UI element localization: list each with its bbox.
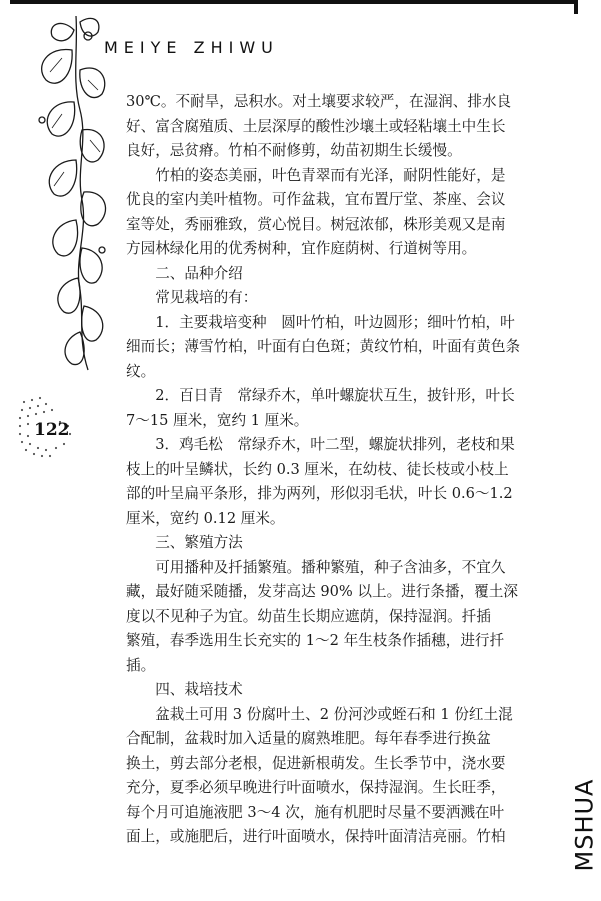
text-line: 充分，夏季必须早晚进行叶面喷水，保持湿润。生长旺季，: [126, 779, 506, 796]
text-line: 好、富含腐殖质、土层深厚的酸性沙壤土或轻粘壤土中生长: [126, 117, 506, 135]
text-line: 1．主要栽培变种 圆叶竹柏，叶边圆形；细叶竹柏，叶: [126, 313, 515, 331]
text-line: 室等处，秀丽雅致，赏心悦目。树冠浓郁，株形美观又是南: [126, 215, 506, 233]
text-line: 可用播种及扦插繁殖。播种繁殖，种子含油多，不宜久: [126, 558, 506, 576]
text-line: 合配制，盆栽时加入适量的腐熟堆肥。每年春季进行换盆: [126, 730, 491, 747]
text-line: 纹。: [126, 362, 156, 380]
watermark: [570, 760, 599, 890]
text-line: 竹柏的姿态美丽，叶色青翠而有光泽，耐阴性能好，是: [126, 166, 506, 184]
watermark-text: MSHUA: [570, 778, 599, 872]
section-heading: 四、栽培技术: [126, 681, 243, 698]
text-line: 方园林绿化用的优秀树种，宜作庭荫树、行道树等用。: [126, 240, 477, 257]
running-head: MEIYE ZHIWU: [104, 38, 279, 57]
body-text: [126, 90, 548, 850]
page-number: 122: [34, 420, 70, 440]
text-line: 面上，或施肥后，进行叶面喷水，保持叶面清洁亮丽。竹柏: [126, 828, 506, 845]
section-heading: 二、品种介绍: [126, 264, 243, 282]
text-line: 枝上的叶呈鳞状，长约 0.3 厘米，在幼枝、徒长枝或小枝上: [126, 460, 509, 478]
leaf-vine-ornament: [18, 10, 110, 380]
top-right-corner-mark: [574, 0, 578, 14]
text-line: 厘米，宽约 0.12 厘米。: [126, 509, 285, 527]
text-line: 度以不见种子为宜。幼苗生长期应遮荫，保持湿润。扦插: [126, 607, 491, 625]
text-line: 换土，剪去部分老根，促进新根萌发。生长季节中，浇水要: [126, 754, 506, 772]
text-line: 良好，忌贫瘠。竹柏不耐修剪，幼苗初期生长缓慢。: [126, 142, 462, 159]
text-line: 藏，最好随采随播，发芽高达 90% 以上。进行条播，覆土深: [126, 583, 518, 600]
text-line: 繁殖，春季选用生长充实的 1～2 年生枝条作插穗，进行扦: [126, 632, 505, 649]
text-line: 30℃。不耐旱，忌积水。对土壤要求较严，在湿润、排水良: [126, 93, 512, 110]
text-line: 部的叶呈扁平条形，排为两列，形似羽毛状，叶长 0.6～1.2: [126, 485, 513, 502]
text-line: 插。: [126, 656, 156, 674]
top-border-rule: [10, 0, 578, 4]
text-line: 盆栽土可用 3 份腐叶土、2 份河沙或蛭石和 1 份红土混: [126, 705, 513, 723]
text-line: 3．鸡毛松 常绿乔木，叶二型，螺旋状排列，老枝和果: [126, 436, 515, 453]
text-line: 细而长；薄雪竹柏，叶面有白色斑；黄纹竹柏，叶面有黄色条: [126, 338, 521, 355]
text-line: 优良的室内美叶植物。可作盆栽，宜布置厅堂、茶座、会议: [126, 191, 506, 208]
text-line: 7～15 厘米，宽约 1 厘米。: [126, 411, 309, 429]
text-line: 2．百日青 常绿乔木，单叶螺旋状互生，披针形，叶长: [126, 387, 515, 404]
text-line: 常见栽培的有：: [126, 289, 258, 306]
section-heading: 三、繁殖方法: [126, 534, 243, 551]
text-line: 每个月可追施液肥 3～4 次，施有机肥时尽量不要洒溅在叶: [126, 803, 505, 821]
